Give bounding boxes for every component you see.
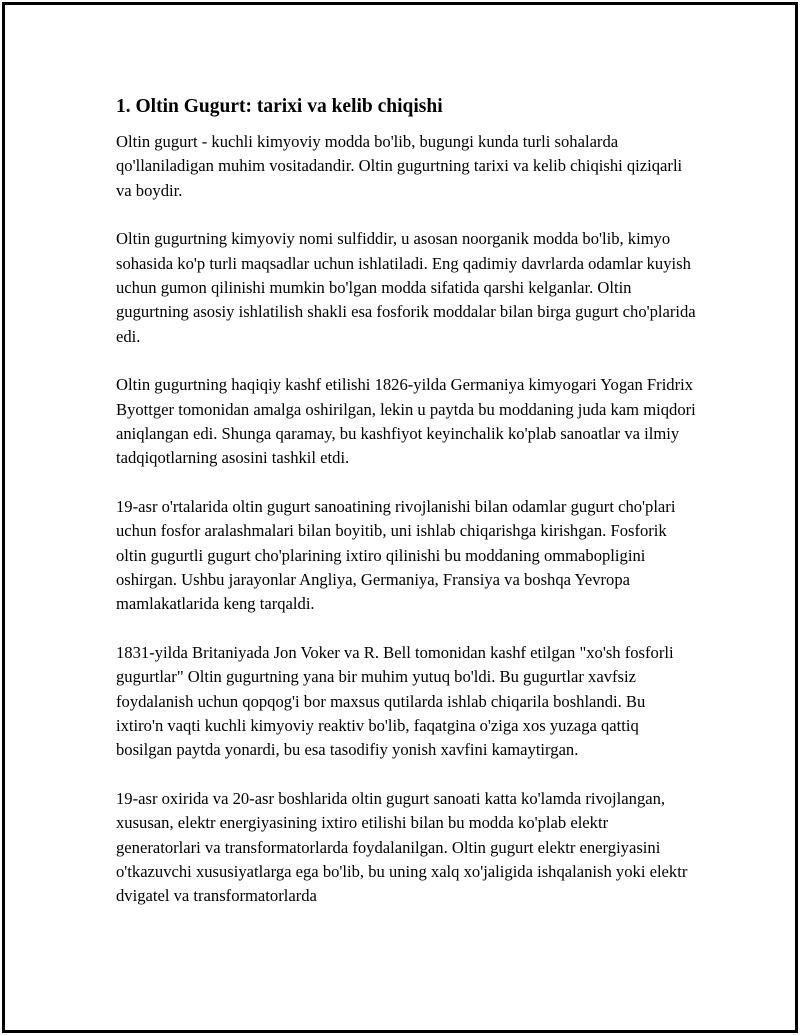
paragraph-5: 1831-yilda Britaniyada Jon Voker va R. Bell tomonidan kashf etilgan "xo'sh fosforli gugurtlar" Oltin gugurtning yana bir muhim yutuq bo'ldi. Bu gugurtlar xavfsiz foydalanish uchun qopqog'i bor maxsus qutilarda ishlab chiqarila boshlandi. Bu ixtiro'n vaqti kuchli kimyoviy reaktiv bo'lib, faqatgina o'ziga xos yuzaga qattiq bosilgan paytda yonardi, bu esa tasodifiy yonish xavfini kamaytirgan. bbox=[116, 643, 674, 760]
paragraph-2: Oltin gugurtning kimyoviy nomi sulfiddir, u asosan noorganik modda bo'lib, kimyo sohasida ko'p turli maqsadlar uchun ishlatiladi. Eng qadimiy davrlarda odamlar kuyish uchun gumon qilinishi mumkin bo'lgan modda sifatida qarshi kelganlar. Oltin gugurtning asosiy ishlatilish shakli esa fosforik moddalar bilan birga gugurt cho'plarida edi. bbox=[116, 229, 696, 346]
document-title: 1. Oltin Gugurt: tarixi va kelib chiqishi bbox=[116, 96, 443, 117]
paragraph-3: Oltin gugurtning haqiqiy kashf etilishi 1826-yilda Germaniya kimyogari Yogan Fridrix Byottger tomonidan amalga oshirilgan, lekin u paytda bu moddaning juda kam miqdori aniqlangan edi. Shunga qaramay, bu kashfiyot keyinchalik ko'plab sanoatlar va ilmiy tadqiqotlarning asosini tashkil etdi. bbox=[116, 375, 696, 468]
paragraph-4: 19-asr o'rtalarida oltin gugurt sanoatining rivojlanishi bilan odamlar gugurt cho'plari uchun fosfor aralashmalari bilan boyitib, uni ishlab chiqarishga kirishgan. Fosforik oltin gugurtli gugurt cho'plarining ixtiro qilinishi bu moddaning ommabopligini oshirgan. Ushbu jarayonlar Angliya, Germaniya, Fransiya va boshqa Yevropa mamlakatlarida keng tarqaldi. bbox=[116, 497, 676, 614]
paragraph-6: 19-asr oxirida va 20-asr boshlarida oltin gugurt sanoati katta ko'lamda rivojlangan, xususan, elektr energiyasining ixtiro etilishi bilan bu modda ko'plab elektr generatorlari va transformatorlarda foydalanilgan. Oltin gugurt elektr energiyasini o'tkazuvchi xususiyatlarga ega bo'lib, bu uning xalq xo'jaligida ishqalanish yoki elektr dvigatel va transformatorlarda bbox=[116, 789, 688, 906]
paragraph-1: Oltin gugurt - kuchli kimyoviy modda bo'lib, bugungi kunda turli sohalarda qo'llaniladigan muhim vositadandir. Oltin gugurtning tarixi va kelib chiqishi qiziqarli va boydir. bbox=[116, 132, 683, 200]
document-body bbox=[116, 94, 696, 933]
